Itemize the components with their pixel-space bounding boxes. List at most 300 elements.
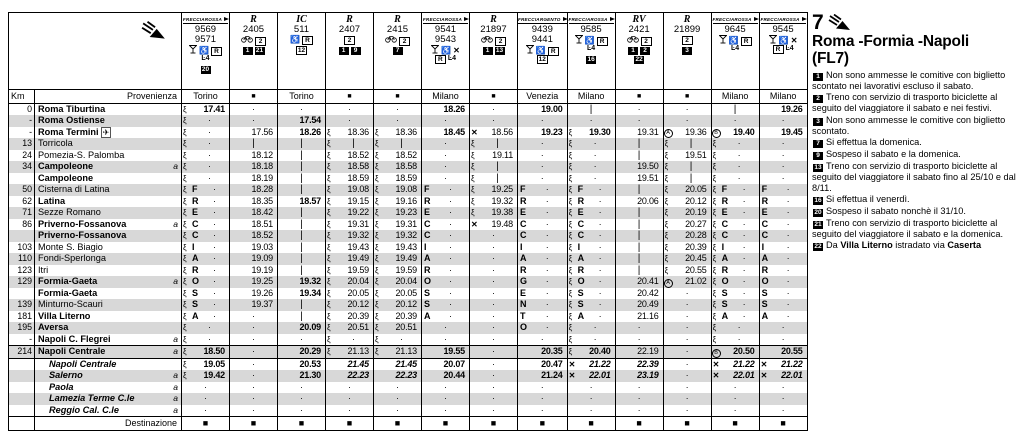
no-stop-dot: · (545, 276, 549, 286)
brand-letter: A (721, 253, 729, 263)
time-cell (326, 358, 374, 370)
train-header (374, 13, 422, 90)
time-value: 21.45 (347, 358, 369, 369)
time-value: 21.30 (299, 370, 321, 380)
brand-letter: A (520, 253, 527, 263)
periodic-squiggle-icon: ξ (183, 219, 187, 229)
time-value: 18.58 (347, 161, 369, 171)
time-value: 20.39 (395, 310, 417, 321)
brand-letter: A (761, 310, 769, 321)
no-stop-dot: · (540, 149, 544, 160)
no-stop-dot: · (742, 207, 746, 217)
no-stop-dot: · (252, 381, 255, 392)
time-cell (230, 299, 278, 311)
time-cell (374, 299, 422, 311)
no-stop-dot: · (598, 184, 602, 194)
periodic-squiggle-icon: ξ (712, 334, 717, 344)
brand-letter: A (577, 253, 585, 263)
time-cell (759, 196, 807, 208)
time-value: 19.43 (395, 241, 417, 252)
reservation-icon: R (773, 45, 784, 54)
no-stop-dot: · (540, 172, 544, 183)
no-stop-dot: · (300, 381, 303, 392)
station-row (9, 115, 808, 127)
time-value: 20.40 (589, 346, 611, 356)
bicycle-icon (481, 35, 493, 46)
station-name: Priverno-Fossanova (35, 230, 182, 242)
no-stop-dot: · (540, 138, 544, 148)
footnote-badge: 22 (814, 243, 822, 251)
station-name: Monte S. Biagio (35, 242, 182, 254)
pass-through-bar: | (400, 138, 403, 149)
time-cell (663, 115, 711, 127)
no-stop-dot: · (637, 333, 641, 344)
footnote-2: 2 Treno con servizio di trasporto biciclette al seguito del viaggiatore il sabato e nei festivi. (812, 92, 998, 114)
train-destination: ■ (230, 417, 278, 431)
time-cell (663, 173, 711, 185)
brand-letter: R (577, 264, 585, 275)
time-cell (470, 207, 518, 219)
service-level-icon: Ŀ4 (785, 45, 794, 52)
time-cell (615, 230, 663, 242)
no-stop-dot: · (637, 115, 641, 125)
time-cell (518, 276, 568, 288)
arrival-marker: a (173, 346, 178, 356)
time-value: 18.52 (395, 149, 417, 160)
time-cell (182, 207, 230, 219)
station-name: a Napoli C. Flegrei (35, 334, 182, 346)
time-cell (711, 370, 759, 382)
pass-through-bar: | (637, 253, 641, 264)
periodic-squiggle-icon: ξ (712, 173, 717, 183)
time-value: 19.42 (203, 370, 225, 380)
time-cell (759, 138, 807, 150)
periodic-squiggle-icon: ξ (183, 208, 187, 218)
station-name: a Lamezia Terme C.le (35, 393, 182, 405)
time-cell (470, 346, 518, 359)
periodic-squiggle-icon: ξ (327, 162, 331, 172)
time-value: 19.25 (491, 184, 513, 194)
time-cell (711, 138, 759, 150)
time-cell (615, 127, 663, 139)
time-cell (470, 299, 518, 311)
time-cell (278, 265, 326, 277)
periodic-squiggle-icon: ξ (664, 173, 669, 183)
time-cell (711, 299, 759, 311)
periodic-squiggle-icon: ξ (327, 300, 331, 310)
time-cell (470, 230, 518, 242)
time-cell (470, 242, 518, 254)
no-stop-dot: · (598, 264, 602, 275)
km-value: 62 (22, 195, 32, 206)
time-cell (470, 265, 518, 277)
no-stop-dot: · (742, 218, 746, 229)
time-value: 19.05 (203, 358, 225, 369)
pass-through-bar: | (637, 241, 641, 253)
footnote-badge: 20 (814, 209, 822, 217)
time-cell (759, 161, 807, 173)
no-stop-dot: · (589, 404, 593, 415)
time-cell (182, 253, 230, 265)
time-value: 22.23 (395, 370, 417, 380)
time-cell (567, 184, 615, 196)
time-cell (711, 207, 759, 219)
frecciarossa-logo: FRECCIAROSSA (569, 17, 614, 24)
time-cell (422, 346, 470, 359)
no-stop-dot: · (545, 195, 549, 206)
brand-letter: I (577, 241, 581, 252)
pass-through-bar: | (689, 172, 693, 184)
time-value: 19.40 (733, 126, 755, 137)
brand-letter: C (520, 230, 527, 240)
km-value: 71 (22, 207, 32, 217)
no-stop-dot: · (685, 358, 689, 369)
train-destination: ■ (615, 417, 663, 431)
time-cell (278, 161, 326, 173)
reservation-icon: R (211, 47, 222, 56)
periodic-squiggle-icon: ξ (183, 196, 187, 206)
periodic-squiggle-icon: ξ (568, 150, 573, 160)
time-cell (567, 334, 615, 346)
time-value: 19.49 (347, 253, 369, 263)
time-cell (182, 393, 230, 405)
time-cell (615, 115, 663, 127)
no-stop-dot: · (492, 346, 495, 356)
no-stop-dot: · (208, 138, 211, 148)
no-stop-dot: · (786, 184, 790, 194)
station-name: a Salerno (35, 370, 182, 382)
time-cell (326, 115, 374, 127)
time-cell (759, 230, 807, 242)
periodic-squiggle-icon: ξ (375, 323, 379, 333)
footnote-16: 16 Si effettua il venerdì. (814, 194, 910, 205)
pass-through-bar: | (589, 103, 593, 115)
time-cell (518, 393, 568, 405)
brand-letter: F (721, 184, 728, 194)
periodic-squiggle-icon: ξ (712, 139, 717, 149)
time-cell (518, 299, 568, 311)
time-value: 19.26 (251, 287, 273, 298)
no-stop-dot: · (444, 381, 447, 392)
periodic-squiggle-icon: ξ (327, 334, 331, 344)
time-cell (518, 322, 568, 334)
brand-letter: E (520, 207, 527, 217)
time-cell (711, 382, 759, 394)
note-letter-B: B (712, 127, 721, 139)
time-cell (230, 370, 278, 382)
pass-through-bar: | (496, 172, 499, 184)
footnote-3: 3 Non sono ammesse le comitive con biglietto scontato. (812, 114, 1006, 136)
periodic-squiggle-icon: ξ (712, 323, 717, 333)
periodic-squiggle-icon: ξ (183, 231, 187, 241)
periodic-squiggle-icon: ξ (568, 162, 573, 172)
km-value: 34 (22, 161, 32, 171)
no-stop-dot: · (637, 103, 641, 114)
time-cell (518, 207, 568, 219)
time-value: 18.59 (395, 172, 417, 183)
frecciargento-logo: FRECCIARGENTO (518, 17, 567, 24)
periodic-squiggle-icon: ξ (568, 127, 573, 137)
time-cell (422, 161, 470, 173)
time-cell (759, 150, 807, 162)
wheelchair-icon: ♿ (778, 35, 789, 45)
time-cell (182, 173, 230, 185)
pass-through-bar: | (637, 149, 641, 161)
no-stop-dot: · (742, 253, 746, 263)
periodic-squiggle-icon: ξ (375, 219, 379, 229)
no-stop-dot: · (545, 218, 549, 229)
time-cell (567, 322, 615, 334)
time-value: 19.45 (781, 126, 803, 137)
time-cell (518, 382, 568, 394)
time-value: 20.05 (347, 287, 369, 298)
no-stop-dot: · (300, 404, 303, 415)
time-value: 20.05 (685, 184, 707, 194)
train-origin: Milano (567, 90, 615, 104)
time-cell (518, 184, 568, 196)
time-cell (470, 393, 518, 405)
workdays-icon: ✕ (568, 359, 576, 369)
train-origin: ■ (663, 90, 711, 104)
periodic-squiggle-icon: ξ (712, 300, 717, 310)
time-cell (422, 311, 470, 323)
pass-through-bar: | (252, 138, 255, 149)
time-cell (663, 196, 711, 208)
train-category-logo: R (394, 14, 401, 25)
no-stop-dot: · (685, 287, 689, 298)
no-stop-dot: · (449, 299, 452, 309)
no-stop-dot: · (492, 370, 495, 380)
no-stop-dot: · (593, 138, 597, 148)
workdays-icon: ✕ (760, 371, 768, 380)
time-cell (182, 150, 230, 162)
time-value: 19.16 (395, 195, 417, 206)
periodic-squiggle-icon: ξ (375, 265, 379, 275)
time-cell (711, 322, 759, 334)
periodic-squiggle-icon: ξ (568, 242, 573, 252)
time-value: 20.04 (395, 276, 417, 286)
time-cell (615, 242, 663, 254)
brand-letter: S (424, 287, 431, 298)
time-cell (470, 173, 518, 185)
time-cell (615, 138, 663, 150)
time-value: 21.22 (733, 358, 755, 369)
station-row (9, 370, 808, 382)
no-stop-dot: · (444, 333, 447, 344)
time-value: 18.28 (251, 184, 273, 194)
footnote-badge: 1 (813, 73, 823, 81)
periodic-squiggle-icon: ξ (375, 347, 379, 357)
no-stop-dot: · (737, 149, 741, 160)
frecciarossa-logo: FRECCIAROSSA (713, 17, 758, 24)
time-cell (230, 230, 278, 242)
km-value: - (29, 126, 32, 137)
km-value: 13 (22, 138, 32, 148)
time-cell (567, 288, 615, 300)
no-stop-dot: · (786, 253, 790, 263)
time-cell (663, 299, 711, 311)
no-stop-dot: · (781, 381, 785, 392)
time-cell (663, 230, 711, 242)
train-origin: ■ (374, 90, 422, 104)
time-cell (663, 311, 711, 323)
time-cell (326, 276, 374, 288)
periodic-squiggle-icon: ξ (375, 311, 379, 321)
brand-letter: S (721, 299, 728, 309)
footnote-20: 20 Sospeso il sabato nonchè il 31/10. (814, 206, 966, 217)
note-badge-21: 21 (255, 46, 264, 54)
train-category-logo: R (346, 14, 353, 25)
no-stop-dot: · (737, 161, 741, 171)
frecciarossa-logo: FRECCIAROSSA (423, 17, 468, 24)
pass-through-bar: | (496, 161, 499, 172)
train-destination: ■ (663, 417, 711, 431)
periodic-squiggle-icon: ξ (327, 311, 331, 321)
no-stop-dot: · (252, 393, 255, 403)
pass-through-bar: | (300, 172, 303, 184)
time-cell (326, 299, 374, 311)
no-stop-dot: · (449, 310, 452, 321)
no-stop-dot: · (449, 287, 452, 298)
periodic-squiggle-icon: ξ (664, 219, 669, 229)
direction-arrow-icon (828, 14, 852, 32)
footnote-7: 7 Si effettua la domenica. (812, 137, 1017, 148)
time-cell (663, 382, 711, 394)
periodic-squiggle-icon: ξ (375, 277, 379, 287)
time-cell (615, 276, 663, 288)
no-stop-dot: · (449, 253, 452, 263)
time-cell (567, 265, 615, 277)
time-cell (326, 322, 374, 334)
time-value: 21.13 (395, 346, 417, 356)
time-value: 19.51 (637, 172, 659, 183)
periodic-squiggle-icon: ξ (327, 196, 331, 206)
time-cell (567, 382, 615, 394)
no-stop-dot: · (252, 103, 255, 114)
time-value: 18.35 (251, 195, 273, 206)
time-cell (374, 242, 422, 254)
time-cell (711, 115, 759, 127)
arrival-marker: a (173, 276, 178, 286)
time-cell (663, 242, 711, 254)
time-cell (711, 230, 759, 242)
brand-letter: S (424, 299, 431, 309)
time-value: 19.51 (685, 149, 707, 160)
no-stop-dot: · (786, 276, 790, 286)
time-cell (470, 161, 518, 173)
time-cell (518, 196, 568, 208)
no-stop-dot: · (781, 322, 785, 332)
time-value: 19.31 (347, 218, 369, 229)
brand-letter: F (424, 184, 430, 194)
time-value: 18.58 (395, 161, 417, 171)
brand-letter: R (577, 195, 585, 206)
time-cell (567, 173, 615, 185)
no-stop-dot: · (492, 393, 495, 403)
periodic-squiggle-icon: ξ (568, 300, 573, 310)
no-stop-dot: · (685, 346, 689, 356)
station-name: Napoli Centrale (35, 358, 182, 370)
frecciarossa-logo: FRECCIAROSSA (761, 17, 806, 24)
train-number: 9543 (434, 33, 457, 45)
station-row (9, 311, 808, 323)
time-cell (374, 358, 422, 370)
time-cell (326, 311, 374, 323)
no-stop-dot: · (593, 322, 597, 332)
time-cell (759, 370, 807, 382)
footnote-badge: 21 (814, 221, 822, 229)
time-cell (374, 334, 422, 346)
time-cell (663, 150, 711, 162)
station-name: Roma Termini ✈ (35, 127, 182, 139)
brand-letter: A (577, 310, 585, 321)
train-number: 2415 (386, 24, 409, 35)
time-value: 19.25 (251, 276, 273, 286)
time-cell (278, 173, 326, 185)
no-stop-dot: · (685, 299, 689, 309)
time-cell (615, 219, 663, 231)
direction-arrow-icon (141, 21, 167, 41)
brand-letter: I (192, 241, 195, 252)
time-cell (422, 115, 470, 127)
no-stop-dot: · (742, 276, 746, 286)
time-cell (422, 393, 470, 405)
time-value: 18.52 (251, 230, 273, 240)
pass-through-bar: | (300, 310, 303, 322)
periodic-squiggle-icon: ξ (568, 288, 573, 298)
time-cell (518, 219, 568, 231)
periodic-squiggle-icon: ξ (327, 150, 331, 160)
note-badge-1: 1 (628, 47, 638, 55)
arrival-marker: a (173, 381, 178, 392)
time-value: 20.39 (685, 241, 707, 252)
time-cell (182, 115, 230, 127)
time-cell (230, 207, 278, 219)
no-stop-dot: · (204, 393, 207, 403)
station-row (9, 173, 808, 185)
arrival-marker: a (173, 404, 178, 415)
station-row (9, 322, 808, 334)
workdays-icon: ✕ (568, 371, 576, 380)
brand-letter: C (577, 230, 585, 240)
time-value: 21.13 (347, 346, 369, 356)
time-cell (182, 138, 230, 150)
time-cell (518, 173, 568, 185)
periodic-squiggle-icon: ξ (664, 242, 669, 252)
time-cell (711, 173, 759, 185)
no-stop-dot: · (545, 230, 549, 240)
train-header (711, 13, 759, 90)
no-stop-dot: · (589, 115, 593, 125)
time-cell (422, 242, 470, 254)
station-row (9, 265, 808, 277)
time-cell (230, 103, 278, 115)
no-stop-dot: · (781, 138, 785, 148)
time-value: 20.42 (637, 287, 659, 298)
time-cell (374, 173, 422, 185)
no-stop-dot: · (598, 276, 602, 286)
time-cell (326, 253, 374, 265)
time-cell (230, 242, 278, 254)
no-stop-dot: · (213, 207, 216, 217)
time-cell (230, 253, 278, 265)
time-value: 21.02 (685, 276, 707, 286)
periodic-squiggle-icon: ξ (327, 208, 331, 218)
no-stop-dot: · (733, 393, 737, 403)
station-name: Pomezia-S. Palomba (35, 150, 182, 162)
time-cell (374, 382, 422, 394)
no-stop-dot: · (492, 115, 495, 125)
